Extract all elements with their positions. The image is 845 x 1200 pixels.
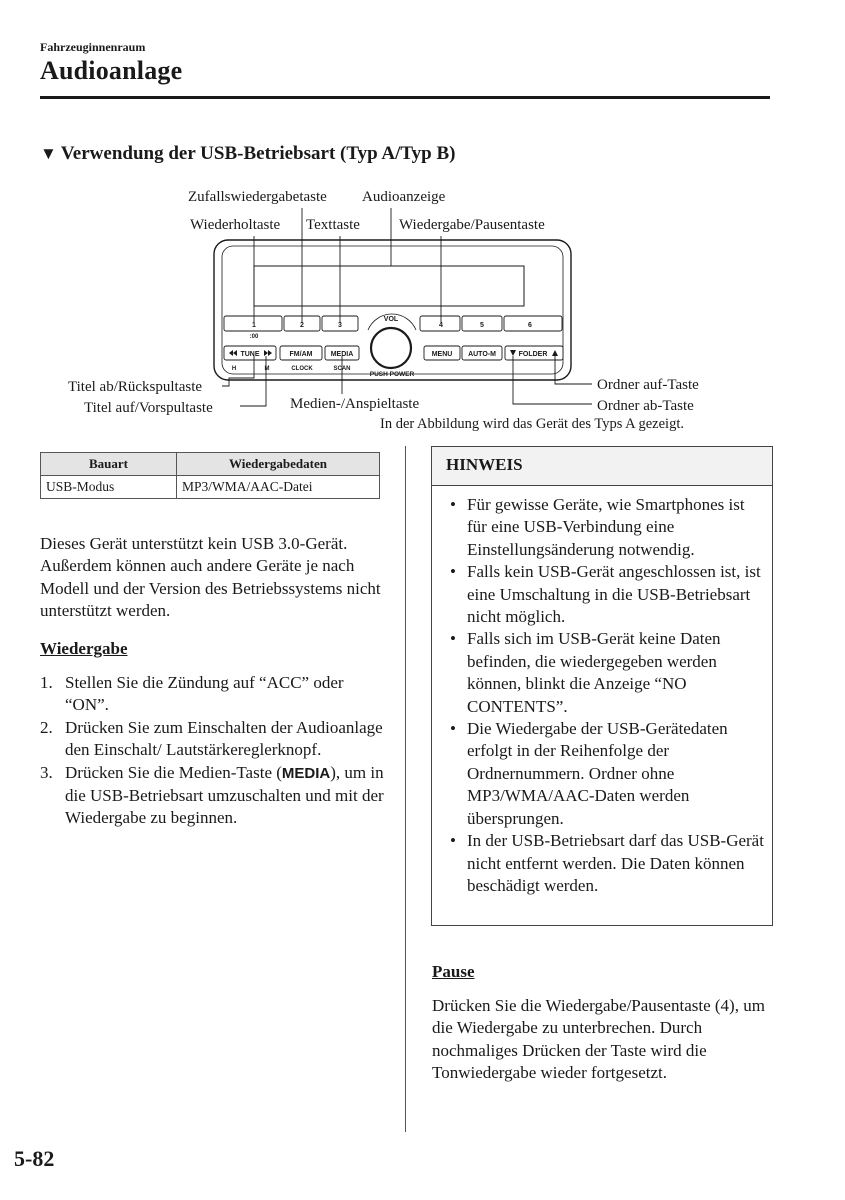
step-number: 2. xyxy=(40,717,53,737)
callout-folder-down: Ordner ab-Taste xyxy=(597,398,694,414)
table-cell: USB-Modus xyxy=(41,476,177,499)
callout-track-down: Titel ab/Rückspultaste xyxy=(68,379,203,395)
table-row xyxy=(41,476,380,499)
tune-label: TUNE xyxy=(240,351,260,358)
audio-unit-diagram xyxy=(0,180,845,440)
triangle-marker-icon: ▼ xyxy=(40,144,57,163)
list-item xyxy=(446,561,766,628)
note-text: Falls kein USB-Gerät angeschlossen ist, ist eine Umschaltung in die USB-Betriebsart nicht möglich. xyxy=(467,562,761,627)
note-header xyxy=(432,447,772,486)
menu-label: MENU xyxy=(431,351,453,358)
step-item xyxy=(40,717,385,762)
bullet-icon: • xyxy=(450,495,456,514)
preset-5-label: 5 xyxy=(480,322,484,329)
note-text: Die Wiedergabe der USB-Gerätedaten erfolgt in der Reihenfolge der Ordnernummern. Ordner ohne MP3/WMA/AAC-Daten werden übersprungen. xyxy=(467,719,728,828)
step-item xyxy=(40,672,385,717)
table-header-type: Bauart xyxy=(41,453,177,476)
callout-text: Texttaste xyxy=(306,217,360,233)
callout-folder-up: Ordner auf-Taste xyxy=(597,377,699,393)
callout-repeat: Wiederholtaste xyxy=(190,217,281,233)
fmam-label: FM/AM xyxy=(289,351,313,358)
step-text-before: Drücken Sie die Medien-Taste ( xyxy=(65,762,282,782)
pause-paragraph: Drücken Sie die Wiedergabe/Pausentaste (4), um die Wiedergabe zu unterbrechen. Durch nochmaliges Drücken der Taste wird die Tonwiedergabe wieder fortgesetzt. xyxy=(432,996,765,1083)
step-text-after: ), um in die USB-Betriebsart umzuschalten und mit der Wiedergabe zu beginnen. xyxy=(65,762,384,828)
playback-heading: Wiedergabe xyxy=(40,638,128,658)
preset-2-label: 2 xyxy=(300,322,304,329)
list-item xyxy=(446,628,766,718)
preset-3-label: 3 xyxy=(338,322,342,329)
playback-steps xyxy=(40,672,385,830)
note-list xyxy=(446,494,766,897)
callout-play-pause: Wiedergabe/Pausentaste xyxy=(399,217,545,233)
list-item xyxy=(446,830,766,897)
page-title: Audioanlage xyxy=(40,56,183,85)
note-box xyxy=(431,446,773,926)
callout-track-up: Titel auf/Vorspultaste xyxy=(84,400,213,416)
note-title: HINWEIS xyxy=(446,455,523,474)
callout-random: Zufallswiedergabetaste xyxy=(188,189,327,205)
clock-label: CLOCK xyxy=(291,366,313,372)
subsection-title: Verwendung der USB-Betriebsart (Typ A/Typ B) xyxy=(60,143,456,164)
push-power-label: PUSH POWER xyxy=(369,371,415,378)
column-divider xyxy=(405,446,406,1132)
table-cell: MP3/WMA/AAC-Datei xyxy=(177,476,380,499)
preset-6-label: 6 xyxy=(528,322,532,329)
preset-4-label: 4 xyxy=(439,322,443,329)
step-number: 1. xyxy=(40,673,53,693)
minute-label: M xyxy=(264,366,270,372)
playback-data-table xyxy=(40,452,380,499)
list-item xyxy=(446,494,766,561)
preset-sub-label: :00 xyxy=(249,334,259,340)
subsection-heading xyxy=(40,143,455,165)
table-header-row xyxy=(41,453,380,476)
preset-1-label: 1 xyxy=(252,322,256,329)
section-label: Fahrzeuginnenraum xyxy=(40,40,146,54)
list-item xyxy=(446,718,766,830)
step-text: Stellen Sie die Zündung auf “ACC” oder “ON”. xyxy=(65,673,344,715)
step-number: 3. xyxy=(40,762,53,782)
page-number: 5-82 xyxy=(14,1146,55,1171)
bullet-icon: • xyxy=(450,629,456,649)
vol-label: VOL xyxy=(383,316,399,323)
left-column xyxy=(40,533,385,830)
note-text: In der USB-Betriebsart darf das USB-Gerät nicht entfernt werden. Die Daten können beschädigt werden. xyxy=(467,831,764,895)
media-button-label: MEDIA xyxy=(330,351,354,358)
table-header-data: Wiedergabedaten xyxy=(177,453,380,476)
folder-label: FOLDER xyxy=(518,351,548,358)
figure-caption: In der Abbildung wird das Gerät des Typs A gezeigt. xyxy=(380,416,684,432)
pause-heading: Pause xyxy=(432,962,475,981)
intro-paragraph: Dieses Gerät unterstützt kein USB 3.0-Gerät. Außerdem können auch andere Geräte je nach Modell und der Version des Betriebssystems nicht unterstützt werden. xyxy=(40,534,381,621)
callout-display: Audioanzeige xyxy=(362,189,446,205)
bullet-icon: • xyxy=(450,831,456,851)
step-item xyxy=(40,762,385,830)
callout-media: Medien-/Anspieltaste xyxy=(290,396,420,412)
scan-label: SCAN xyxy=(333,366,351,372)
bullet-icon: • xyxy=(450,562,456,582)
note-text: Falls sich im USB-Gerät keine Daten befinden, die wiedergegeben werden können, blinkt die Anzeige “NO CONTENTS”. xyxy=(467,629,721,716)
step-text: Drücken Sie zum Einschalten der Audioanlage den Einschalt/ Lautstärkereglerknopf. xyxy=(65,717,383,760)
note-text: Für gewisse Geräte, wie Smartphones ist für eine USB-Verbindung eine Einstellungsänderung notwendig. xyxy=(467,495,745,559)
title-rule xyxy=(40,96,770,99)
media-button-inline: MEDIA xyxy=(281,764,331,782)
hour-label: H xyxy=(231,366,237,372)
bullet-icon: • xyxy=(450,719,456,739)
autom-label: AUTO-M xyxy=(468,351,496,358)
volume-knob-icon xyxy=(371,328,411,368)
